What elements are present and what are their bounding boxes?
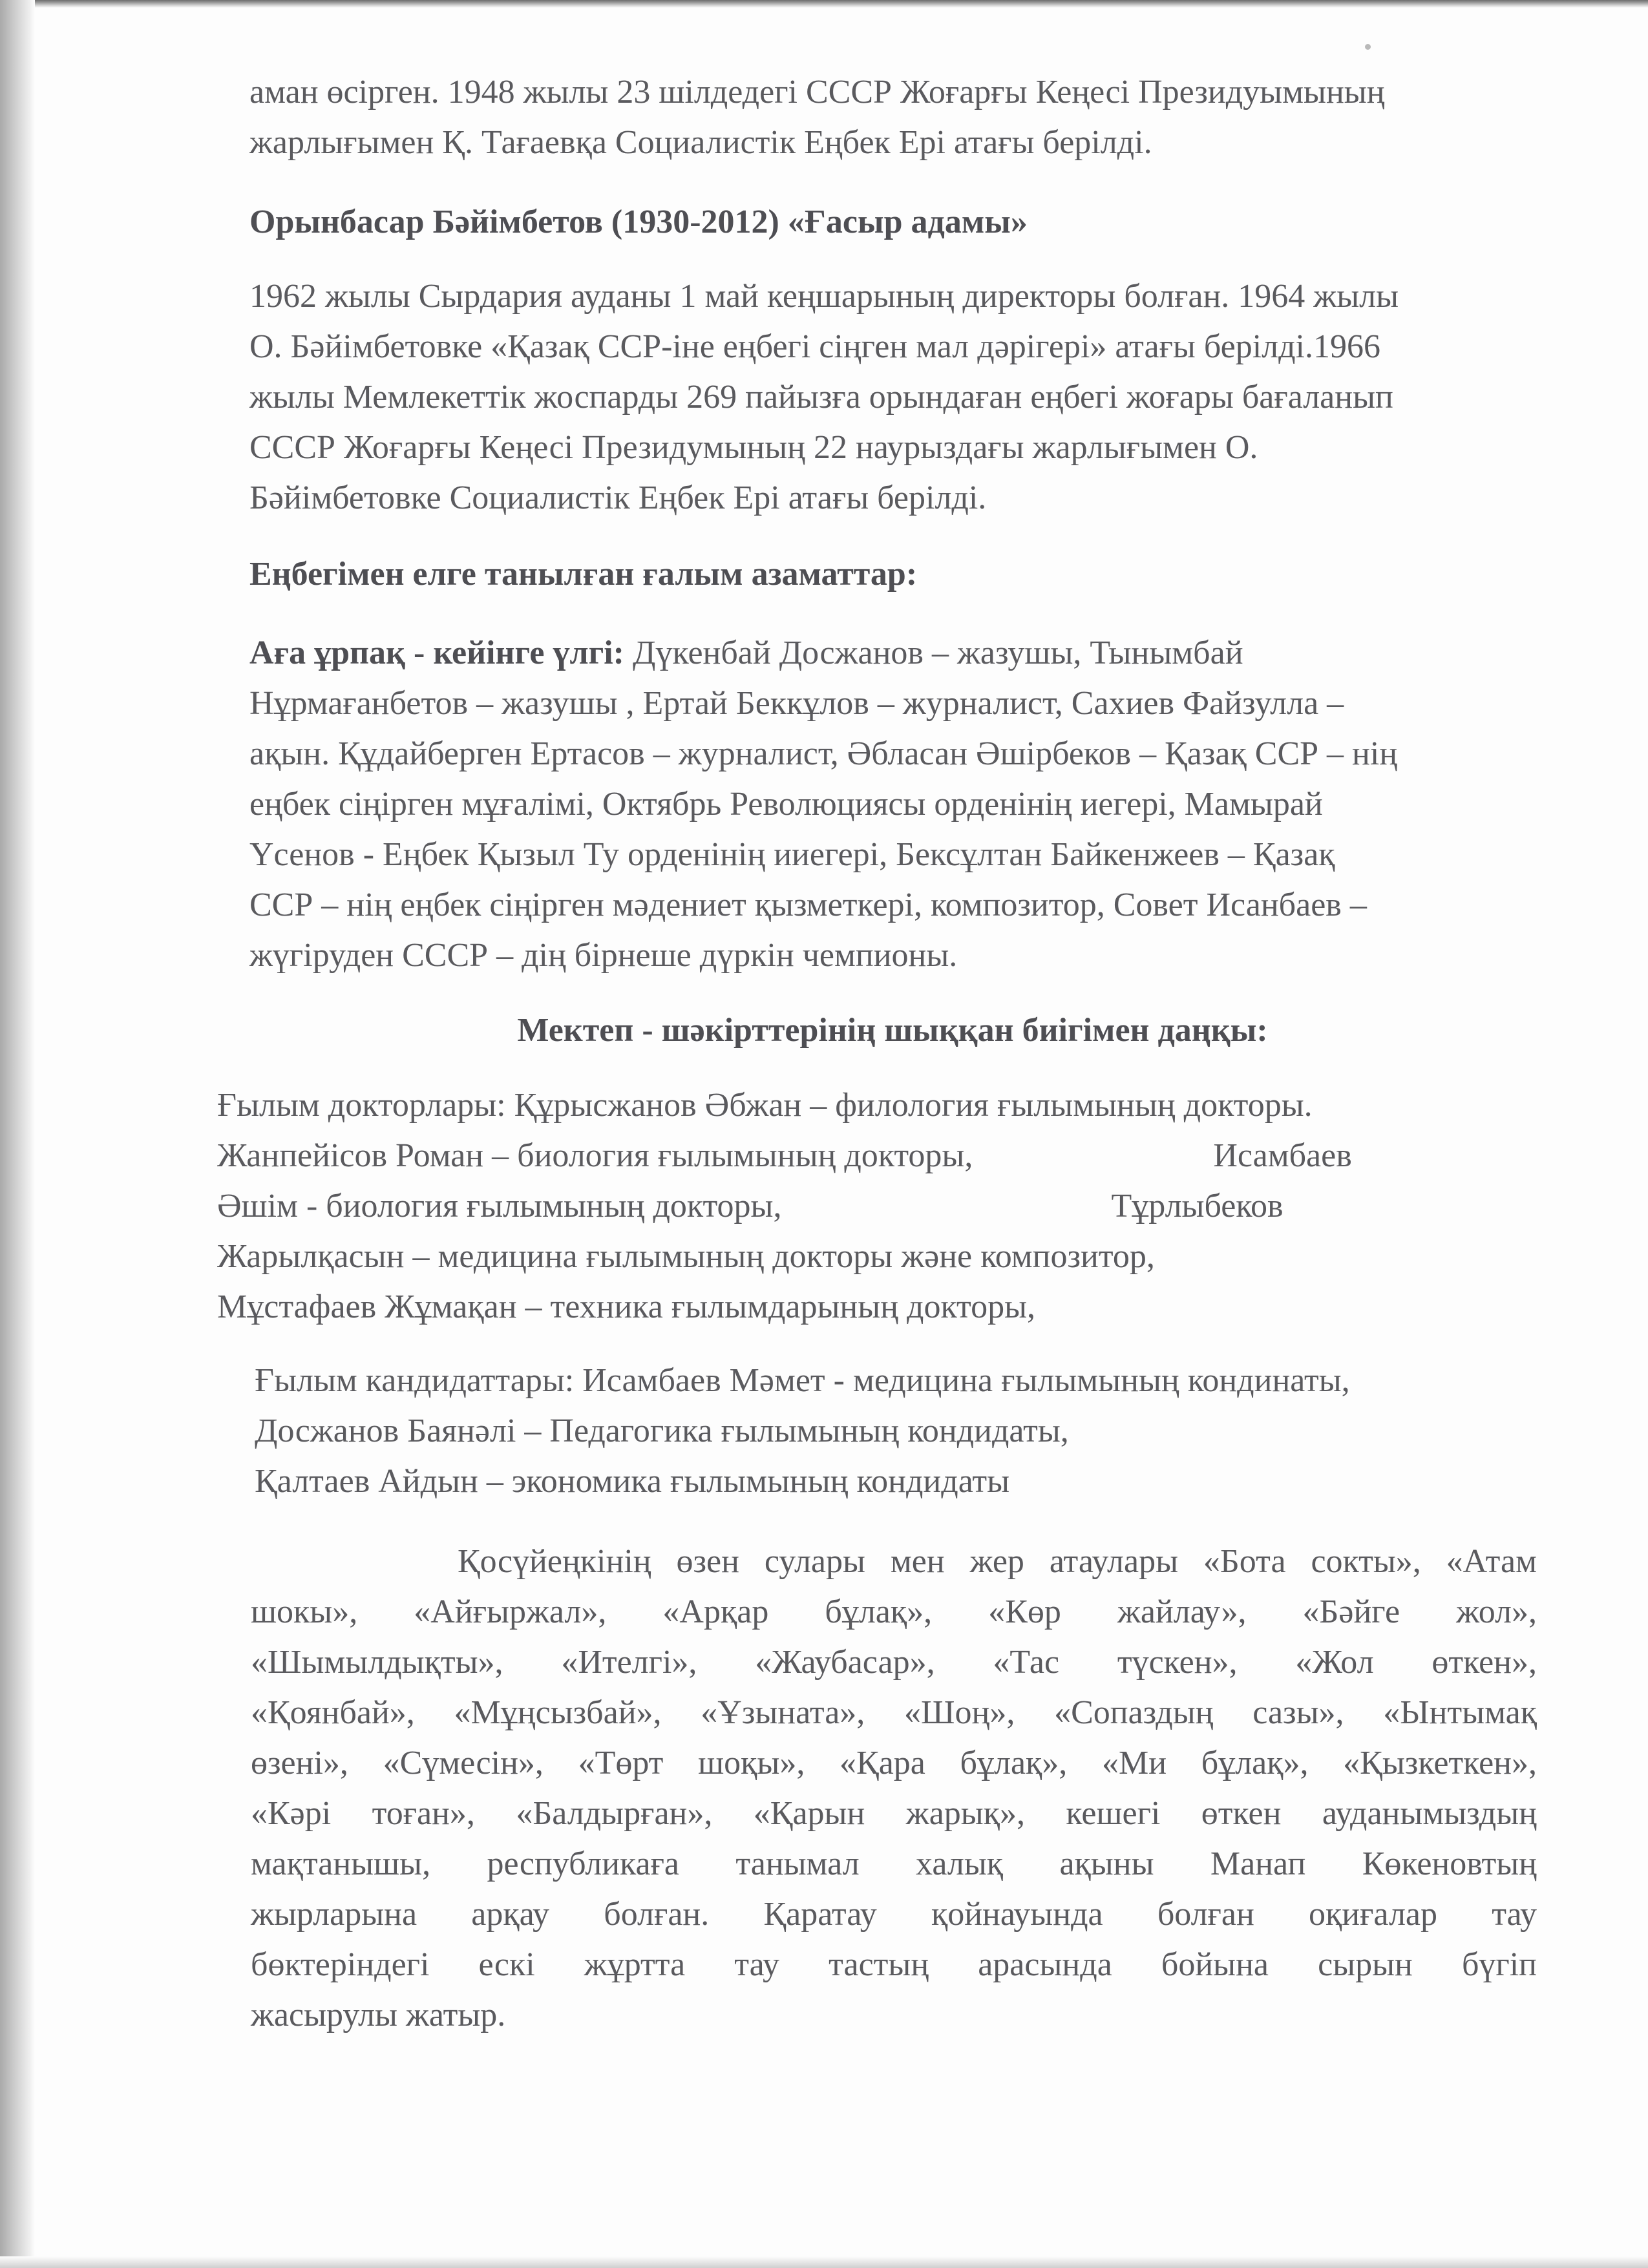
bayimbetov-line-2: О. Бәйімбетовке «Қазақ ССР-іне еңбегі сіңген мал дәрігері» атағы берілді.1966 <box>249 328 1380 365</box>
scholars-first-line-rest: Дүкенбай Досжанов – жазушы, Тынымбай <box>624 635 1243 671</box>
scholars-paragraph <box>249 628 1548 981</box>
intro-paragraph <box>249 67 1536 168</box>
scholars-line-6: ССР – нің еңбек сіңірген мәдениет қызметкері, композитор, Совет Исанбаев – <box>249 887 1367 923</box>
places-line-7: мақтанышы, республикаға танымал халық ақыны Манап Көкеновтың <box>251 1845 1537 1882</box>
places-line-3: «Шымылдықты», «Ителгі», «Жаубасар», «Тас түскен», «Жол өткен», <box>251 1644 1537 1681</box>
doctors-line-5: Мұстафаев Жұмақан – техника ғылымдарының докторы, <box>217 1288 1036 1325</box>
places-line-8: жырларына арқау болған. Қаратау қойнауында болған оқиғалар тау <box>251 1896 1537 1933</box>
section-heading-bayimbetov: Орынбасар Бәйімбетов (1930-2012) «Ғасыр адамы» <box>249 204 1028 240</box>
doctors-line-1: Ғылым докторлары: Құрысжанов Әбжан – филология ғылымының докторы. <box>217 1087 1313 1124</box>
bayimbetov-line-4: СССР Жоғарғы Кеңесі Президумының 22 наурыздағы жарлығымен О. <box>249 429 1258 466</box>
scholars-line-1 <box>249 628 1548 678</box>
doctors-line-2-left: Жанпейісов Роман – биология ғылымының докторы, <box>217 1137 973 1174</box>
candidates-line-2: Досжанов Баянәлі – Педагогика ғылымының кондидаты, <box>255 1412 1069 1449</box>
doctors-line-2 <box>217 1131 1510 1181</box>
scholars-line-3: ақын. Құдайберген Ертасов – журналист, Әбласан Әшірбеков – Қазақ ССР – нің <box>249 735 1398 772</box>
scholars-line-4: еңбек сіңірген мұғалімі, Октябрь Революциясы орденінің иегері, Мамырай <box>249 786 1323 823</box>
intro-line-2: жарлығымен Қ. Тағаевқа Социалистік Еңбек Ері атағы берілді. <box>249 124 1152 161</box>
candidates-line-1: Ғылым кандидаттары: Исамбаев Мәмет - медицина ғылымының кондинаты, <box>255 1362 1350 1399</box>
scan-dust-speck <box>1365 44 1371 50</box>
place-names-paragraph <box>251 1537 1537 2041</box>
doctors-line-3 <box>217 1181 1510 1232</box>
candidates-line-3: Қалтаев Айдын – экономика ғылымының кондидаты <box>255 1463 1010 1500</box>
doctors-list <box>217 1080 1510 1332</box>
section-heading-scholars: Еңбегімен елге танылған ғалым азаматтар: <box>249 556 918 593</box>
doctors-line-4: Жарылқасын – медицина ғылымының докторы және композитор, <box>217 1238 1155 1275</box>
bayimbetov-section <box>249 197 1536 247</box>
places-line-1: Қосүйеңкінің өзен сулары мен жер атаулары «Бота сокты», «Атам <box>458 1543 1537 1580</box>
section-heading-school: Мектеп - шәкірттерінің шыққан биігімен даңқы: <box>517 1012 1268 1049</box>
doctors-line-2-right: Исамбаев <box>1213 1137 1352 1174</box>
scholars-line-7: жүгіруден СССР – дің бірнеше дүркін чемпионы. <box>249 937 958 974</box>
scan-bottom-edge <box>0 2256 1648 2268</box>
scholars-lead-bold: Аға ұрпақ - кейінге үлгі: <box>249 635 624 671</box>
scan-left-edge <box>0 0 35 2268</box>
bayimbetov-line-1: 1962 жылы Сырдария ауданы 1 май кеңшарының директоры болған. 1964 жылы <box>249 278 1399 315</box>
places-line-5: өзені», «Сүмесін», «Төрт шоқы», «Қара бұлақ», «Ми бұлақ», «Қызкеткен», <box>251 1745 1537 1781</box>
places-line-6: «Кәрі тоған», «Балдырған», «Қарын жарық», кешегі өткен ауданымыздың <box>251 1795 1537 1832</box>
scholars-section <box>249 549 1536 600</box>
places-line-4: «Қоянбай», «Мұңсызбай», «Ұзыната», «Шоң», «Сопаздың сазы», «Ынтымақ <box>251 1694 1537 1731</box>
candidates-list <box>255 1356 1547 1507</box>
scholars-line-5: Үсенов - Еңбек Қызыл Ту орденінің ииегері, Бексұлтан Байкенжеев – Қазақ <box>249 836 1335 873</box>
places-line-10: жасырулы жатыр. <box>251 1997 506 2033</box>
school-section <box>249 1005 1536 1056</box>
scholars-line-2: Нұрмағанбетов – жазушы , Ертай Беккұлов – журналист, Сахиев Файзулла – <box>249 685 1344 722</box>
bayimbetov-line-3: жылы Мемлекеттік жоспарды 269 пайызға орындаған еңбегі жоғары бағаланып <box>249 379 1393 415</box>
bayimbetov-paragraph <box>249 271 1542 523</box>
doctors-line-3-left: Әшім - биология ғылымының докторы, <box>217 1188 782 1224</box>
intro-line-1: аман өсірген. 1948 жылы 23 шілдедегі СССР Жоғарғы Кеңесі Президуымының <box>249 74 1385 110</box>
doctors-line-3-right: Тұрлыбеков <box>1111 1188 1284 1224</box>
places-line-9: бөктеріндегі ескі жұртта тау тастың арасында бойына сырын бүгіп <box>251 1946 1537 1983</box>
places-line-2: шокы», «Айғыржал», «Арқар бұлақ», «Көр жайлау», «Бәйге жол», <box>251 1593 1537 1630</box>
scan-top-edge <box>0 0 1648 8</box>
bayimbetov-line-5: Бәйімбетовке Социалистік Еңбек Ері атағы берілді. <box>249 479 987 516</box>
